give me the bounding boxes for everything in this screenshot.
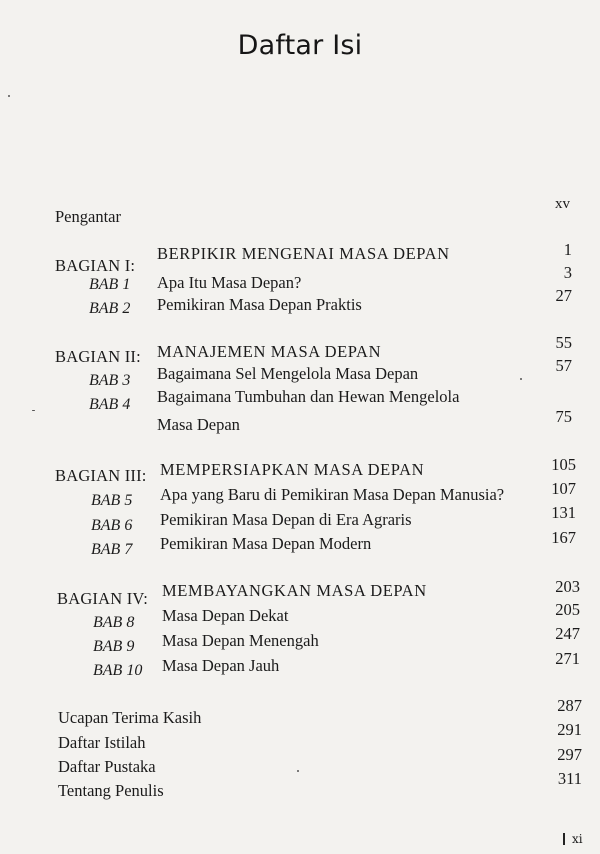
toc-entry-back-matter[interactable]: Ucapan Terima Kasih — [58, 708, 202, 727]
chapter-label: BAB 8 — [93, 614, 135, 631]
toc-entry-back-matter[interactable]: Daftar Pustaka — [58, 757, 156, 776]
part-title[interactable]: MANAJEMEN MASA DEPAN — [157, 342, 382, 361]
toc-entry-back-matter[interactable]: Tentang Penulis — [58, 781, 164, 800]
chapter-title[interactable]: Bagaimana Sel Mengelola Masa Depan — [157, 364, 419, 383]
part-page: 105 — [551, 455, 576, 474]
scan-speck — [32, 410, 35, 411]
part-label: BAGIAN II: — [55, 347, 141, 366]
toc-page-pengantar: xv — [555, 196, 570, 212]
part-label: BAGIAN IV: — [57, 589, 149, 608]
chapter-title[interactable]: Apa Itu Masa Depan? — [157, 273, 302, 292]
part-page: 55 — [555, 333, 572, 352]
part-page: 203 — [555, 577, 580, 596]
part-title[interactable]: MEMBAYANGKAN MASA DEPAN — [162, 581, 427, 600]
chapter-title[interactable]: Masa Depan Menengah — [162, 631, 319, 650]
toc-page-back-matter: 311 — [557, 769, 582, 788]
chapter-page: 205 — [555, 600, 580, 619]
chapter-label: BAB 1 — [89, 276, 131, 293]
chapter-page: 57 — [555, 356, 572, 375]
toc-entry-pengantar[interactable]: Pengantar — [55, 207, 121, 226]
chapter-title[interactable]: Masa Depan Jauh — [162, 656, 280, 675]
toc-page-back-matter: 297 — [557, 745, 582, 764]
chapter-title[interactable]: Pemikiran Masa Depan Modern — [160, 534, 372, 553]
chapter-page: 131 — [551, 503, 576, 522]
chapter-label: BAB 9 — [93, 638, 135, 655]
part-label: BAGIAN III: — [55, 466, 147, 485]
toc-page-back-matter: 287 — [557, 696, 582, 715]
scan-speck — [297, 770, 299, 772]
chapter-title[interactable]: Pemikiran Masa Depan di Era Agraris — [160, 510, 412, 529]
chapter-page: 107 — [551, 479, 576, 498]
chapter-title[interactable]: Bagaimana Tumbuhan dan Hewan Mengelola — [157, 387, 460, 406]
chapter-page: 3 — [563, 263, 572, 282]
toc-page-back-matter: 291 — [557, 720, 582, 739]
chapter-label: BAB 4 — [89, 396, 131, 413]
chapter-title[interactable]: Pemikiran Masa Depan Praktis — [157, 295, 362, 314]
toc-entry-back-matter[interactable]: Daftar Istilah — [58, 733, 146, 752]
part-title[interactable]: BERPIKIR MENGENAI MASA DEPAN — [157, 244, 450, 263]
part-page: 1 — [563, 240, 572, 259]
chapter-title[interactable]: Masa Depan Dekat — [162, 606, 289, 625]
chapter-title-continued[interactable]: Masa Depan — [157, 415, 240, 434]
scan-speck — [8, 95, 10, 97]
part-title[interactable]: MEMPERSIAPKAN MASA DEPAN — [160, 460, 425, 479]
part-label: BAGIAN I: — [55, 256, 136, 275]
chapter-page: 271 — [555, 649, 580, 668]
scan-speck — [520, 378, 522, 380]
chapter-title[interactable]: Apa yang Baru di Pemikiran Masa Depan Manusia? — [160, 485, 505, 504]
page-number: xi — [572, 832, 583, 846]
chapter-label: BAB 5 — [91, 492, 133, 509]
chapter-label: BAB 6 — [91, 517, 133, 534]
chapter-page: 27 — [555, 286, 572, 305]
chapter-label: BAB 10 — [93, 662, 143, 679]
chapter-label: BAB 3 — [89, 372, 131, 389]
page-title: Daftar Isi — [237, 30, 363, 61]
chapter-label: BAB 7 — [91, 541, 133, 558]
chapter-page: 75 — [555, 407, 572, 426]
chapter-page: 247 — [555, 624, 580, 643]
chapter-page: 167 — [551, 528, 576, 547]
chapter-label: BAB 2 — [89, 300, 131, 317]
folio-divider — [563, 833, 565, 845]
